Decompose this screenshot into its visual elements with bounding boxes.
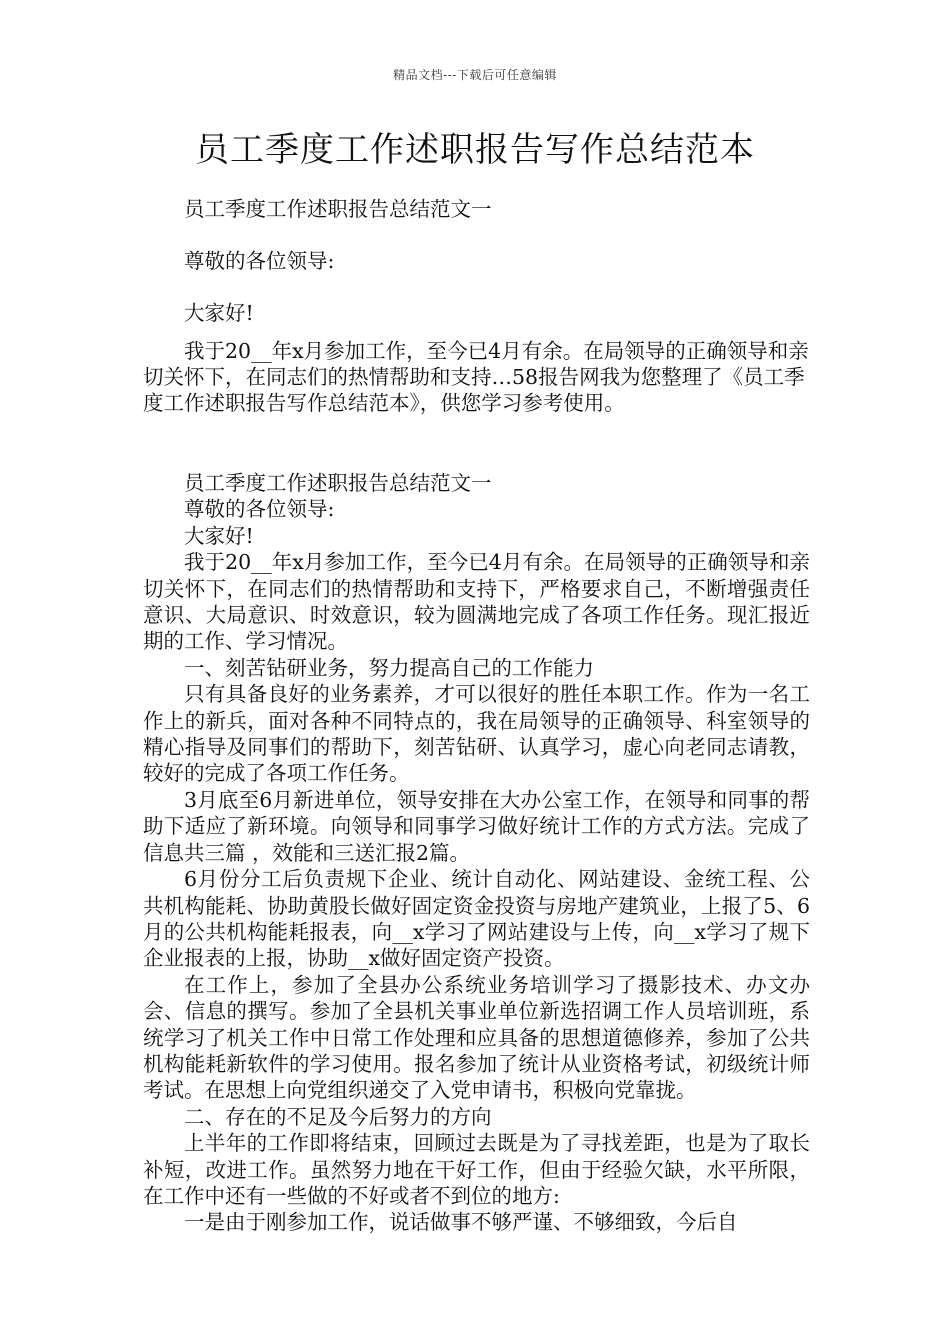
body-paragraph: 只有具备良好的业务素养，才可以很好的胜任本职工作。作为一名工作上的新兵，面对各种不同特点的，我在局领导的正确领导、科室领导的精心指导及同事们的帮助下，刻苦钻研、认真学习，虚心向老同志请教，较好的完成了各项工作任务。 [143,682,810,786]
intro-subtitle: 员工季度工作述职报告总结范文一 [184,197,492,221]
document-title: 员工季度工作述职报告写作总结范本 [195,130,755,170]
body-section [143,470,810,1236]
body-paragraph: 在工作上，参加了全县办公系统业务培训学习了摄影技术、办文办会、信息的撰写。参加了全县机关事业单位新选招调工作人员培训班，系统学习了机关工作中日常工作处理和应具备的思想道德修养，参加了公共机构能耗新软件的学习使用。报名参加了统计从业资格考试，初级统计师考试。在思想上向党组织递交了入党申请书，积极向党靠拢。 [143,972,810,1103]
page-watermark: 精品文档---下载后可任意编辑 [393,68,557,82]
body-paragraph: 一是由于刚参加工作，说话做事不够严谨、不够细致，今后自 [184,1210,738,1235]
body-subtitle: 员工季度工作述职报告总结范文一 [184,471,492,495]
intro-summary-paragraph: 我于20__年x月参加工作，至今已4月有余。在局领导的正确领导和亲切关怀下，在同志们的热情帮助和支持…58报告网我为您整理了《员工季度工作述职报告写作总结范本》，供您学习参考使用。 [143,339,809,415]
section-heading-2: 二、存在的不足及今后努力的方向 [184,1104,492,1129]
section-heading-1: 一、刻苦钻研业务，努力提高自己的工作能力 [184,655,594,680]
body-salutation: 尊敬的各位领导: [184,497,335,522]
body-greeting: 大家好! [184,523,254,548]
body-paragraph: 6月份分工后负责规下企业、统计自动化、网站建设、金统工程、公共机构能耗、协助黄股长做好固定资金投资与房地产建筑业，上报了5、6月的公共机构能耗报表，向__x学习了网站建设与上传，向__x学习了规下企业报表的上报，协助__x做好固定资产投资。 [143,867,810,971]
body-paragraph: 上半年的工作即将结束，回顾过去既是为了寻找差距，也是为了取长补短，改进工作。虽然努力地在干好工作，但由于经验欠缺，水平所限，在工作中还有一些做的不好或者不到位的地方: [143,1131,810,1208]
intro-salutation: 尊敬的各位领导: [184,249,335,273]
intro-section [143,196,810,416]
intro-greeting: 大家好! [184,301,254,325]
body-paragraph: 我于20__年x月参加工作，至今已4月有余。在局领导的正确领导和亲切关怀下，在同志们的热情帮助和支持下，严格要求自己，不断增强责任意识、大局意识、时效意识，较为圆满地完成了各项工作任务。现汇报近期的工作、学习情况。 [143,550,810,654]
body-paragraph: 3月底至6月新进单位，领导安排在大办公室工作，在领导和同事的帮助下适应了新环境。向领导和同事学习做好统计工作的方式方法。完成了信息共三篇 ，效能和三送汇报2篇。 [143,787,810,865]
